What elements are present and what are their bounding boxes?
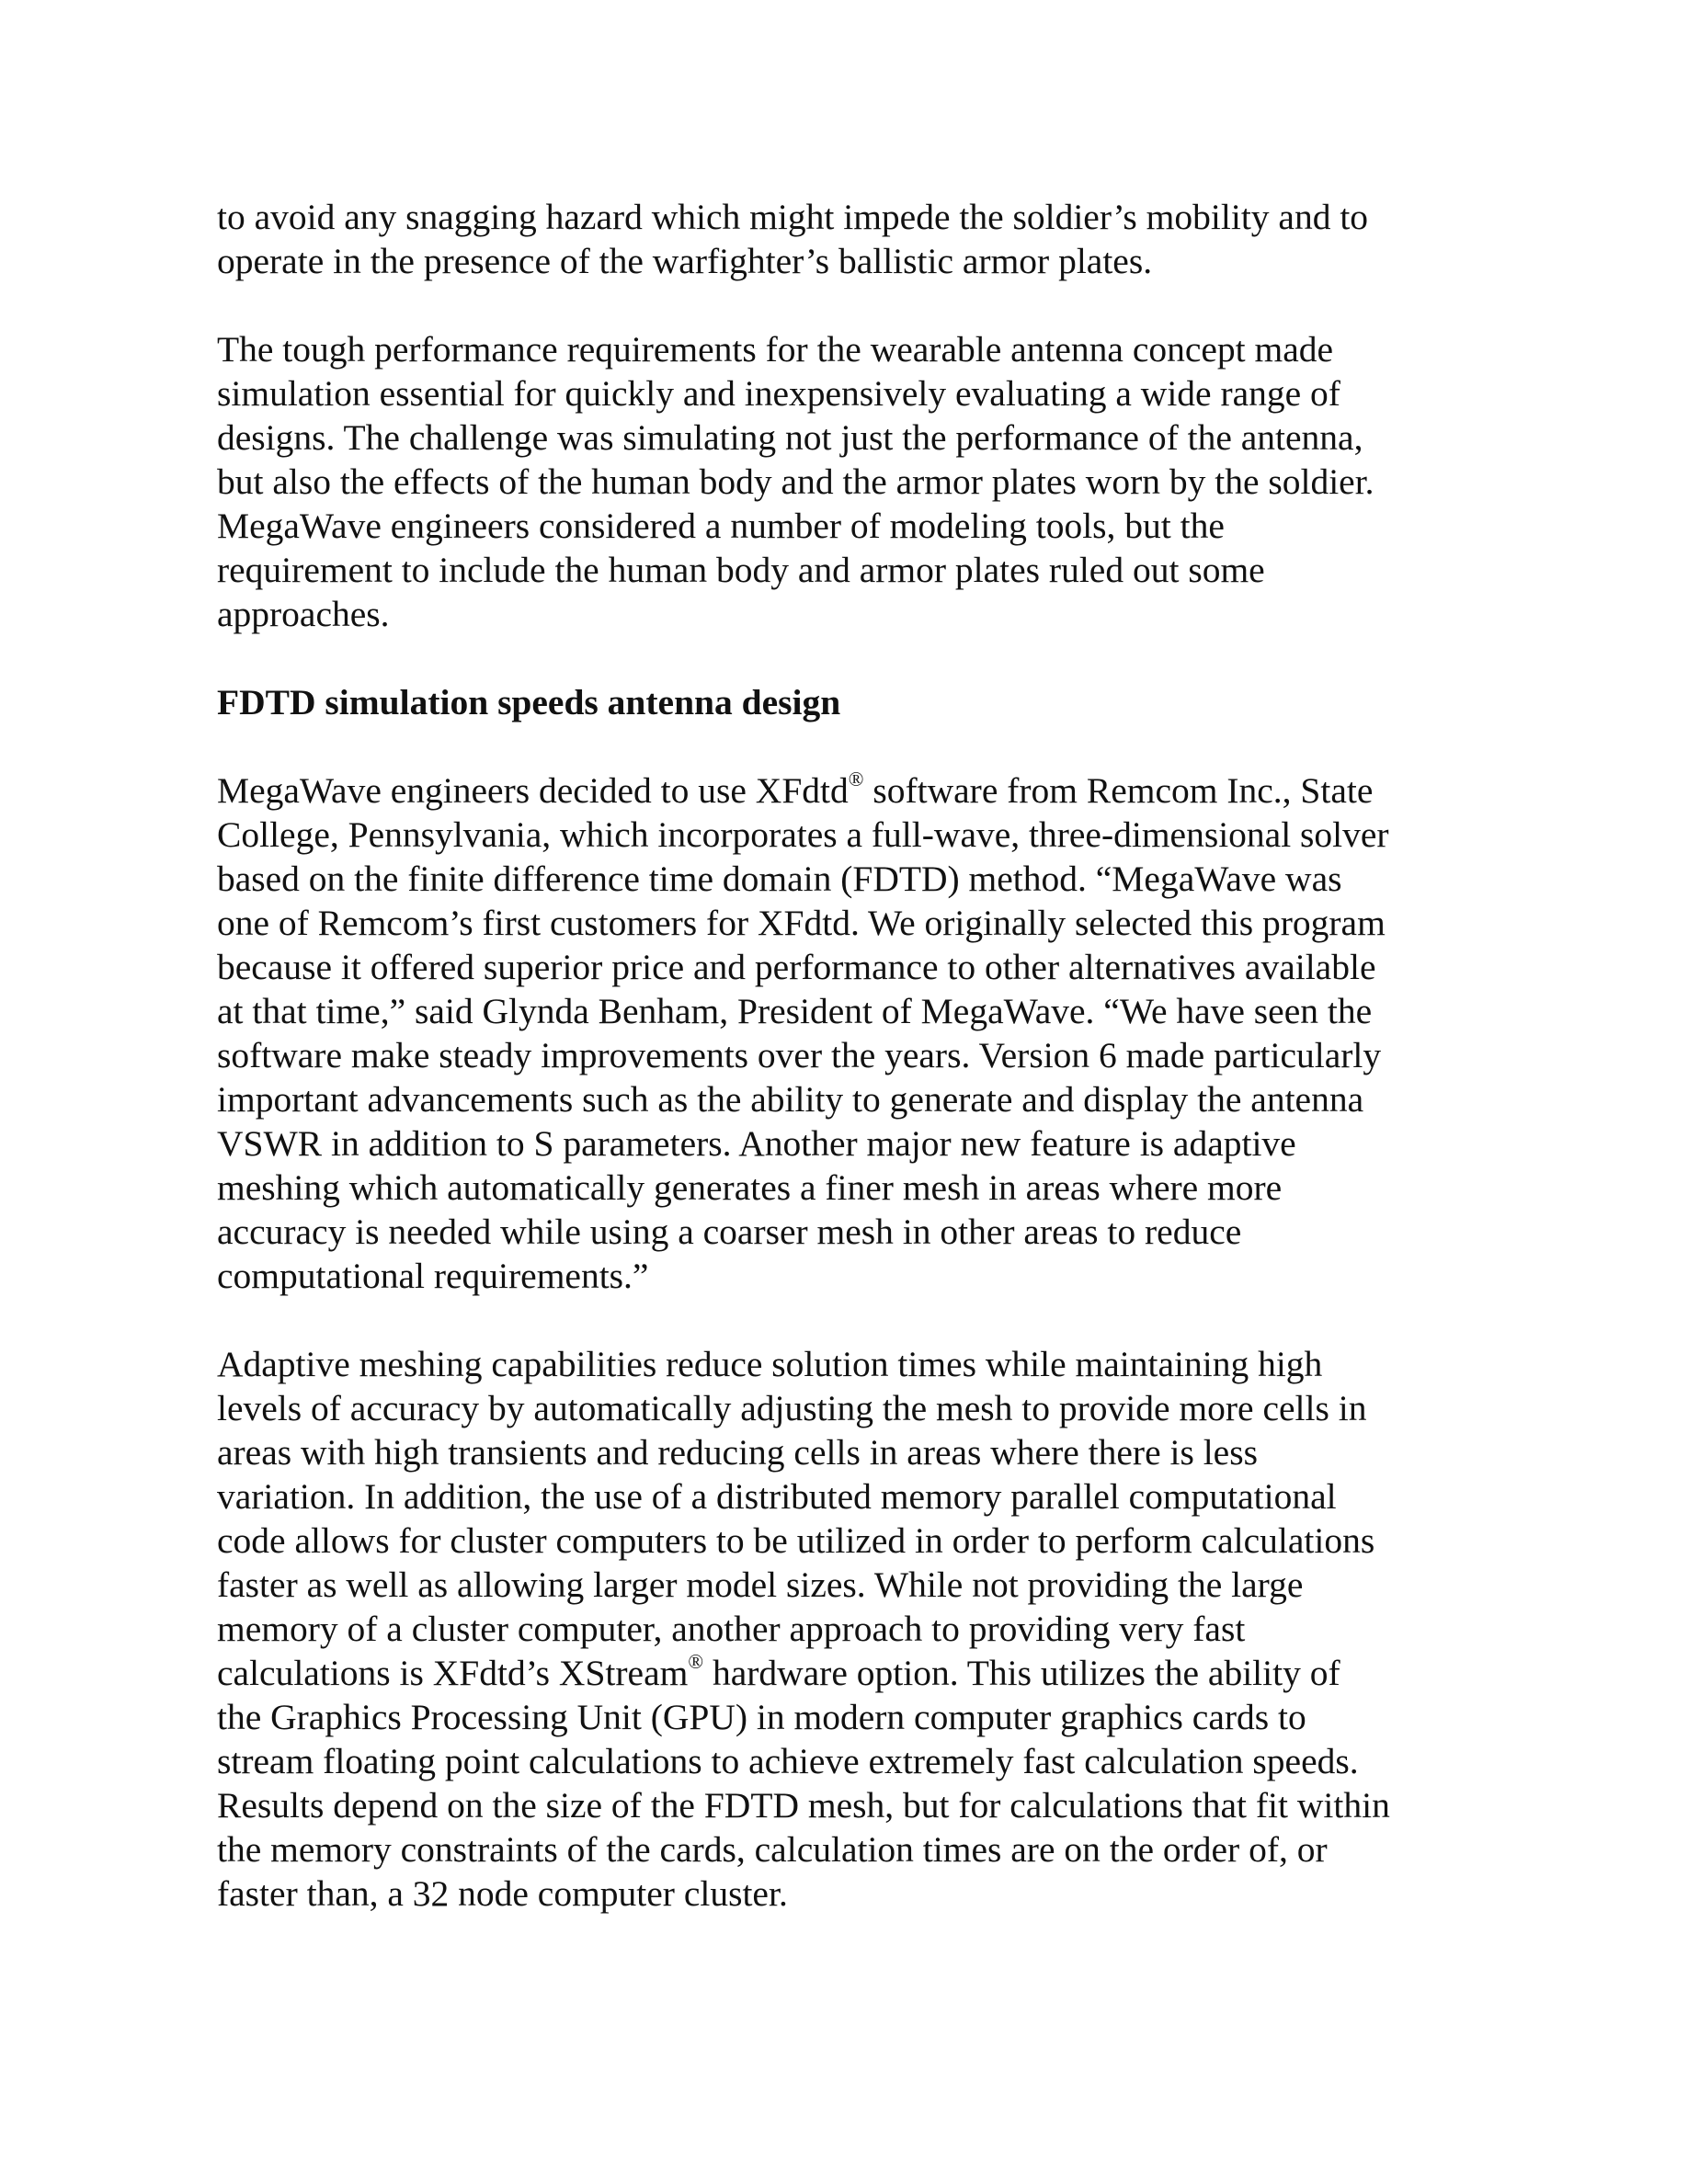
text-line <box>217 768 1495 813</box>
text-line: because it offered superior price and performance to other alternatives available <box>217 947 1376 987</box>
registered-mark: ® <box>688 1649 704 1673</box>
text-line: simulation essential for quickly and inexpensively evaluating a wide range of <box>217 373 1340 414</box>
text-line: College, Pennsylvania, which incorporates a full-wave, three-dimensional solver <box>217 814 1389 855</box>
text-line: the Graphics Processing Unit (GPU) in modern computer graphics cards to <box>217 1697 1306 1737</box>
text-line <box>217 1651 1495 1695</box>
paragraph-1 <box>217 195 1495 283</box>
text-line: levels of accuracy by automatically adjusting the mesh to provide more cells in <box>217 1388 1367 1428</box>
text-line: approaches. <box>217 594 390 634</box>
paragraph-2 <box>217 327 1495 636</box>
paragraph-4 <box>217 1342 1495 1916</box>
text-line: Results depend on the size of the FDTD mesh, but for calculations that fit within <box>217 1785 1390 1826</box>
text-line: at that time,” said Glynda Benham, President of MegaWave. “We have seen the <box>217 991 1373 1031</box>
text-line: code allows for cluster computers to be utilized in order to perform calculations <box>217 1520 1375 1561</box>
paragraph-3 <box>217 768 1495 1298</box>
text-line: faster as well as allowing larger model sizes. While not providing the large <box>217 1564 1304 1605</box>
text-line: requirement to include the human body and armor plates ruled out some <box>217 550 1265 590</box>
section-heading: FDTD simulation speeds antenna design <box>217 682 841 722</box>
text-line: software make steady improvements over the years. Version 6 made particularly <box>217 1035 1382 1075</box>
text-line: areas with high transients and reducing cells in areas where there is less <box>217 1432 1258 1473</box>
text-fragment: calculations is XFdtd’s XStream <box>217 1653 689 1693</box>
text-line: VSWR in addition to S parameters. Another major new feature is adaptive <box>217 1123 1296 1164</box>
text-line: memory of a cluster computer, another approach to providing very fast <box>217 1609 1246 1649</box>
text-line: meshing which automatically generates a finer mesh in areas where more <box>217 1167 1283 1208</box>
text-line: to avoid any snagging hazard which might impede the soldier’s mobility and to <box>217 197 1369 237</box>
text-line: important advancements such as the ability to generate and display the antenna <box>217 1079 1364 1120</box>
text-line: designs. The challenge was simulating not just the performance of the antenna, <box>217 417 1363 458</box>
text-line: the memory constraints of the cards, calculation times are on the order of, or <box>217 1829 1328 1870</box>
registered-mark: ® <box>848 767 864 791</box>
text-fragment: software from Remcom Inc., State <box>863 770 1374 811</box>
text-line: one of Remcom’s first customers for XFdtd. We originally selected this program <box>217 903 1386 943</box>
text-fragment: hardware option. This utilizes the ability of <box>703 1653 1340 1693</box>
text-line: computational requirements.” <box>217 1256 649 1296</box>
text-line: operate in the presence of the warfighter’s ballistic armor plates. <box>217 241 1153 281</box>
text-line: accuracy is needed while using a coarser mesh in other areas to reduce <box>217 1211 1242 1252</box>
document-body <box>217 195 1495 1960</box>
text-line: based on the finite difference time domain (FDTD) method. “MegaWave was <box>217 859 1342 899</box>
text-line: stream floating point calculations to achieve extremely fast calculation speeds. <box>217 1741 1359 1781</box>
text-fragment: MegaWave engineers decided to use XFdtd <box>217 770 849 811</box>
text-line: but also the effects of the human body and the armor plates worn by the soldier. <box>217 461 1374 502</box>
text-line: MegaWave engineers considered a number of modeling tools, but the <box>217 506 1225 546</box>
text-line: variation. In addition, the use of a distributed memory parallel computational <box>217 1476 1337 1517</box>
text-line: faster than, a 32 node computer cluster. <box>217 1873 788 1914</box>
text-line: The tough performance requirements for the wearable antenna concept made <box>217 329 1334 370</box>
text-line: Adaptive meshing capabilities reduce solution times while maintaining high <box>217 1344 1323 1384</box>
